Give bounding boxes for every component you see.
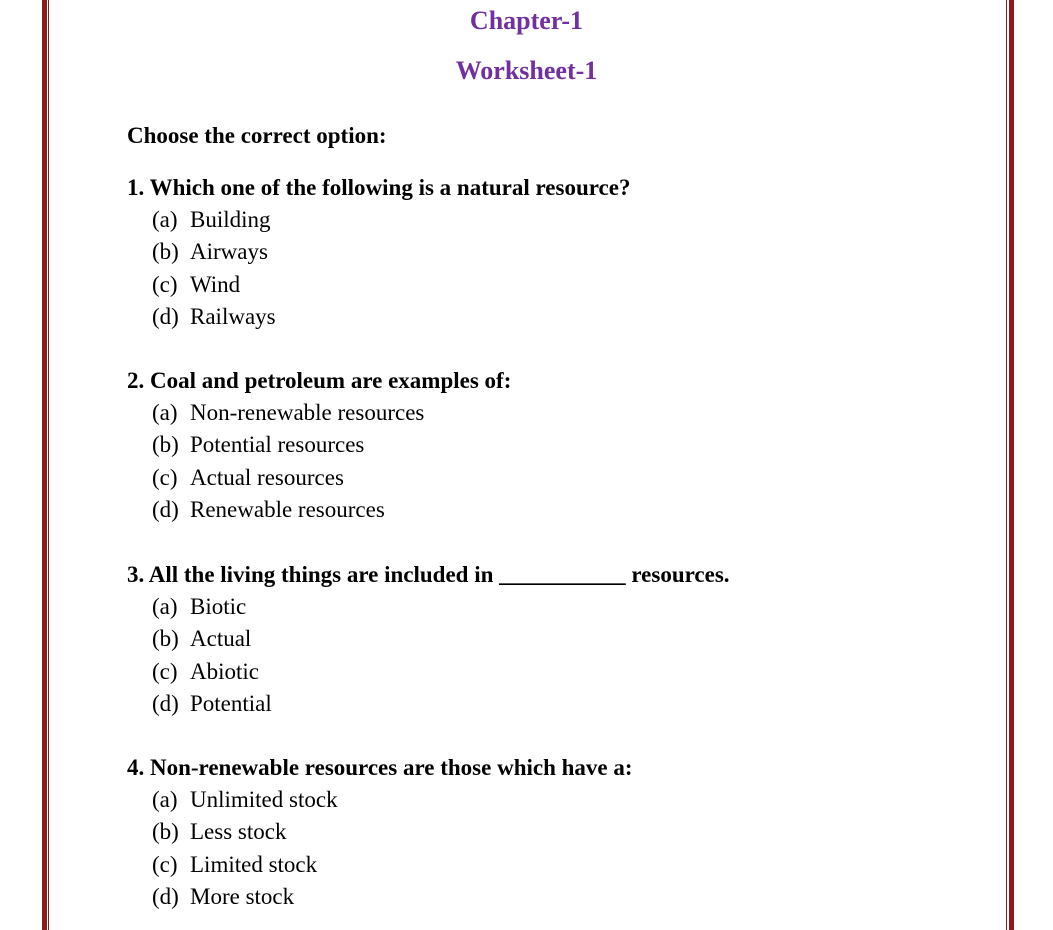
page-border-right-outer: [1009, 0, 1014, 930]
option-letter: (c): [152, 658, 178, 684]
page-border-right-inner: [1006, 0, 1007, 930]
option-d: [127, 688, 987, 720]
option-letter: (c): [152, 851, 178, 877]
option-label: Airways: [190, 239, 268, 265]
option-c: [127, 849, 987, 881]
option-letter: (a): [152, 400, 178, 425]
option-label: Renewable resources: [190, 496, 385, 522]
option-a: [127, 591, 987, 623]
option-letter: (b): [152, 239, 179, 265]
option-list: [127, 397, 987, 526]
option-label: Biotic: [190, 594, 247, 619]
option-list: [127, 591, 987, 720]
option-letter: (d): [152, 883, 179, 909]
option-label: Potential: [190, 690, 272, 716]
option-letter: (d): [152, 690, 179, 716]
option-b: [127, 429, 987, 461]
question-text: 1. Which one of the following is a natural resource?: [127, 175, 631, 200]
question-text: 2. Coal and petroleum are examples of:: [127, 368, 512, 393]
option-letter: (a): [152, 787, 178, 812]
option-c: [127, 656, 987, 688]
page-border-left-outer: [42, 0, 47, 930]
option-letter: (a): [152, 594, 178, 619]
option-label: Non-renewable resources: [190, 400, 425, 425]
option-a: [127, 397, 987, 429]
option-list: [127, 784, 987, 913]
option-b: [127, 623, 987, 655]
option-a: [127, 784, 987, 816]
question-text: 4. Non-renewable resources are those which have a:: [127, 755, 633, 780]
option-label: Limited stock: [190, 851, 318, 877]
question-4: [127, 754, 987, 913]
option-letter: (d): [152, 496, 179, 522]
option-letter: (c): [152, 464, 178, 490]
option-label: Wind: [190, 271, 241, 297]
option-label: Building: [190, 207, 271, 232]
option-label: Abiotic: [190, 658, 259, 684]
page-border-left-inner: [48, 0, 49, 930]
option-label: Actual resources: [190, 464, 344, 490]
question-3: [127, 561, 987, 720]
option-label: Potential resources: [190, 432, 365, 458]
question-2: [127, 367, 987, 526]
option-label: Unlimited stock: [190, 787, 338, 812]
option-letter: (d): [152, 303, 179, 329]
question-1: [127, 174, 987, 333]
option-d: [127, 881, 987, 913]
option-letter: (b): [152, 819, 179, 845]
option-letter: (b): [152, 432, 179, 458]
chapter-title: Chapter-1: [469, 6, 584, 35]
option-c: [127, 269, 987, 301]
option-letter: (c): [152, 271, 178, 297]
option-b: [127, 816, 987, 848]
option-letter: (b): [152, 626, 179, 652]
option-letter: (a): [152, 207, 178, 232]
option-label: Railways: [190, 303, 276, 329]
option-b: [127, 236, 987, 268]
question-text: 3. All the living things are included in ___________ resources.: [127, 562, 730, 587]
option-label: Actual: [190, 626, 252, 652]
option-label: More stock: [190, 883, 295, 909]
option-d: [127, 494, 987, 526]
option-d: [127, 301, 987, 333]
option-a: [127, 204, 987, 236]
option-list: [127, 204, 987, 333]
option-c: [127, 462, 987, 494]
worksheet-title: Worksheet-1: [455, 56, 598, 85]
option-label: Less stock: [190, 819, 287, 845]
instruction-text: Choose the correct option:: [127, 123, 387, 148]
